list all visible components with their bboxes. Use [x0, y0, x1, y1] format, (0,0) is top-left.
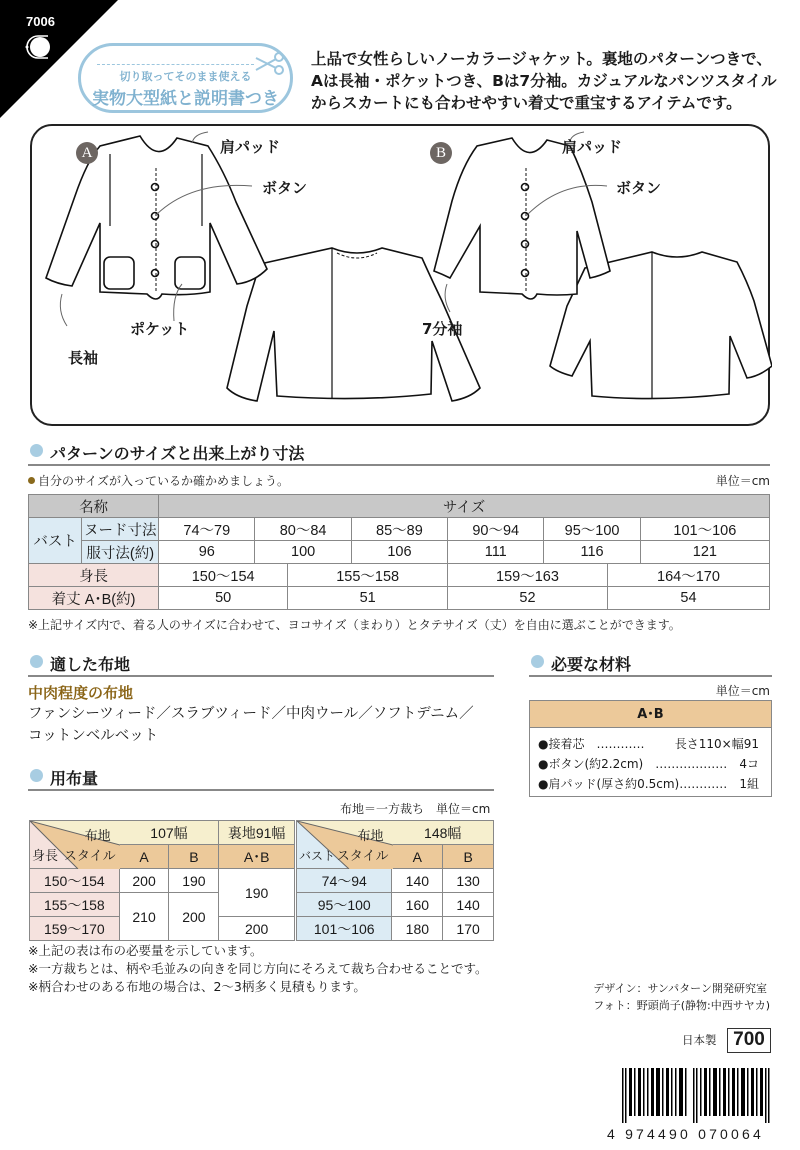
yardage-table-height — [29, 820, 295, 941]
height-range: 159〜170 — [30, 917, 120, 941]
yardage-lining: 190 — [219, 869, 295, 917]
yardage-b: 130 — [443, 869, 494, 893]
variant-b-badge: B — [430, 142, 452, 164]
yardage-unit-note: 布地＝一方裁ち 単位＝cm — [340, 802, 491, 816]
yardage-table-bust — [296, 820, 494, 941]
bust-label: バスト — [29, 518, 82, 564]
table-row — [297, 917, 494, 941]
style-a-header: A — [119, 845, 169, 869]
length-value: 54 — [607, 587, 769, 610]
yardage-b: 140 — [443, 893, 494, 917]
nude-value: 101〜106 — [640, 518, 769, 541]
table-row — [297, 893, 494, 917]
nude-value: 85〜89 — [351, 518, 447, 541]
section-divider — [28, 789, 494, 791]
materials-unit: 単位＝cm — [715, 684, 770, 698]
nude-value: 95〜100 — [544, 518, 640, 541]
yardage-a: 160 — [392, 893, 443, 917]
section-divider — [28, 675, 494, 677]
section-divider — [529, 675, 772, 677]
corner-fabric-label: 布地 — [84, 828, 111, 843]
length-value: 52 — [448, 587, 608, 610]
material-name: ●ボタン(約2.2cm) ……………… — [538, 757, 728, 771]
nude-label: ヌード寸法 — [82, 518, 159, 541]
table-row-length — [29, 587, 770, 610]
fabric-list-line: コットンベルベット — [28, 728, 159, 744]
materials-box — [529, 700, 772, 797]
material-value: 1組 — [739, 777, 759, 791]
nude-value: 90〜94 — [448, 518, 544, 541]
material-name: ●接着芯 ………… — [538, 737, 645, 751]
table-row — [297, 869, 494, 893]
callout-sleeve-a: 長袖 — [68, 349, 99, 367]
style-b-header: B — [443, 845, 494, 869]
garment-value: 96 — [159, 541, 255, 564]
garment-value: 121 — [640, 541, 769, 564]
material-value: 長さ110×幅91 — [674, 737, 759, 751]
materials-header: A･B — [530, 701, 771, 728]
yardage-b: 190 — [169, 869, 219, 893]
size-note: ※上記サイズ内で、着る人のサイズに合わせて、ヨコサイズ（まわり）とタテサイズ（丈）を自由に選ぶことができます。 — [28, 618, 681, 632]
yardage-lining: 200 — [219, 917, 295, 941]
style-ab-header: A･B — [219, 845, 295, 869]
material-value: 4コ — [739, 757, 759, 771]
barcode-number: 4 974490 070064 — [607, 1126, 764, 1142]
badge-title: 実物大型紙と説明書つき — [92, 89, 279, 109]
callout-button-b: ボタン — [616, 179, 662, 197]
note-line: ※一方裁ちとは、柄や毛並みの向きを同じ方向にそろえて裁ち合わせることです。 — [28, 961, 488, 976]
header-name: 名称 — [29, 495, 159, 518]
garment-value: 100 — [255, 541, 351, 564]
size-table-header — [29, 495, 770, 518]
length-value: 51 — [288, 587, 448, 610]
length-value: 50 — [159, 587, 288, 610]
yardage-corner-cell — [30, 821, 120, 869]
yardage-a: 210 — [119, 893, 169, 941]
bullet-icon — [28, 477, 35, 484]
length-label: 着丈 A･B(約) — [29, 587, 159, 610]
fabric-list — [28, 703, 498, 747]
bust-range: 101〜106 — [297, 917, 392, 941]
badge-subtitle: 切り取ってそのまま使える — [119, 70, 252, 83]
description-line: 上品で女性らしいノーカラージャケット。裏地のパターンつきで、 — [311, 50, 772, 68]
material-name: ●肩パッド(厚さ約0.5cm)………… — [538, 777, 728, 791]
corner-fabric-label: 布地 — [357, 828, 384, 843]
brand-logo-icon — [24, 32, 54, 62]
fabric-weight: 中肉程度の布地 — [28, 684, 134, 702]
full-size-pattern-badge — [78, 43, 293, 113]
bust-range: 95〜100 — [297, 893, 392, 917]
jacket-drawings — [32, 126, 772, 428]
description-line: Aは長袖・ポケットつき、Bは7分袖。カジュアルなパンツスタイル — [311, 72, 777, 90]
style-b-header: B — [169, 845, 219, 869]
callout-button-a: ボタン — [262, 179, 308, 197]
callout-shoulder-pad-a: 肩パッド — [220, 138, 281, 156]
made-in-label: 日本製 — [682, 1033, 717, 1047]
credits — [593, 980, 770, 1014]
height-value: 164〜170 — [607, 564, 769, 587]
barcode-icon — [622, 1068, 770, 1123]
corner-height-label: 身長 — [32, 848, 59, 863]
height-value: 150〜154 — [159, 564, 288, 587]
note-line: ※柄合わせのある布地の場合は、2〜3柄多く見積もります。 — [28, 979, 366, 994]
table-row-nude — [29, 518, 770, 541]
garment-value: 116 — [544, 541, 640, 564]
table-row-height — [29, 564, 770, 587]
garment-label: 服寸法(約) — [82, 541, 159, 564]
yardage-b: 200 — [169, 893, 219, 941]
bust-range: 74〜94 — [297, 869, 392, 893]
height-value: 155〜158 — [288, 564, 448, 587]
pattern-number: 7006 — [26, 14, 55, 29]
description-line: からスカートにも合わせやすい着丈で重宝するアイテムです。 — [311, 94, 742, 112]
design-credit: デザイン：サンパターン開発研究室 — [593, 982, 767, 995]
callout-shoulder-pad-b: 肩パッド — [562, 138, 623, 156]
corner-bust-label: バスト — [299, 849, 336, 863]
yardage-notes — [28, 942, 487, 996]
yardage-a: 140 — [392, 869, 443, 893]
height-range: 155〜158 — [30, 893, 120, 917]
garment-value: 111 — [448, 541, 544, 564]
nude-value: 80〜84 — [255, 518, 351, 541]
material-item — [530, 774, 771, 794]
table-row — [30, 869, 295, 893]
yardage-section-title: 用布量 — [28, 766, 98, 789]
section-divider — [28, 464, 770, 466]
size-hint — [28, 472, 289, 489]
height-label: 身長 — [29, 564, 159, 587]
lining-width-header: 裏地91幅 — [219, 821, 295, 845]
photo-credit: フォト：野頭尚子(静物:中西サヤカ) — [593, 999, 770, 1012]
fabric-section-title: 適した布地 — [28, 652, 130, 675]
header-size: サイズ — [159, 495, 770, 518]
garment-value: 106 — [351, 541, 447, 564]
yardage-a: 200 — [119, 869, 169, 893]
height-range: 150〜154 — [30, 869, 120, 893]
fabric-list-line: ファンシーツィード／スラブツィード／中肉ウール／ソフトデニム／ — [28, 706, 474, 722]
jacket-b-back-drawing — [550, 252, 772, 399]
size-hint-text: 自分のサイズが入っているか確かめましょう。 — [38, 474, 290, 488]
width-148-header: 148幅 — [392, 821, 494, 845]
callout-pocket-a: ポケット — [130, 320, 190, 338]
material-item — [530, 734, 771, 754]
size-unit: 単位＝cm — [715, 474, 770, 488]
materials-section-title: 必要な材料 — [529, 652, 631, 675]
material-item — [530, 754, 771, 774]
yardage-corner-cell — [297, 821, 392, 869]
size-section-title: パターンのサイズと出来上がり寸法 — [28, 441, 304, 464]
price-box: 700 — [727, 1028, 771, 1053]
width-107-header: 107幅 — [119, 821, 219, 845]
yardage-b: 170 — [443, 917, 494, 941]
variant-a-badge: A — [76, 142, 98, 164]
corner-style-label: スタイル — [336, 848, 389, 863]
callout-sleeve-b: 7分袖 — [422, 320, 463, 338]
height-value: 159〜163 — [448, 564, 608, 587]
product-description — [311, 48, 791, 114]
cut-line — [97, 64, 254, 65]
size-table — [28, 494, 770, 610]
nude-value: 74〜79 — [159, 518, 255, 541]
corner-style-label: スタイル — [63, 848, 116, 863]
garment-illustration-panel — [30, 124, 770, 426]
style-a-header: A — [392, 845, 443, 869]
yardage-a: 180 — [392, 917, 443, 941]
table-row-garment — [29, 541, 770, 564]
note-line: ※上記の表は布の必要量を示しています。 — [28, 943, 263, 958]
